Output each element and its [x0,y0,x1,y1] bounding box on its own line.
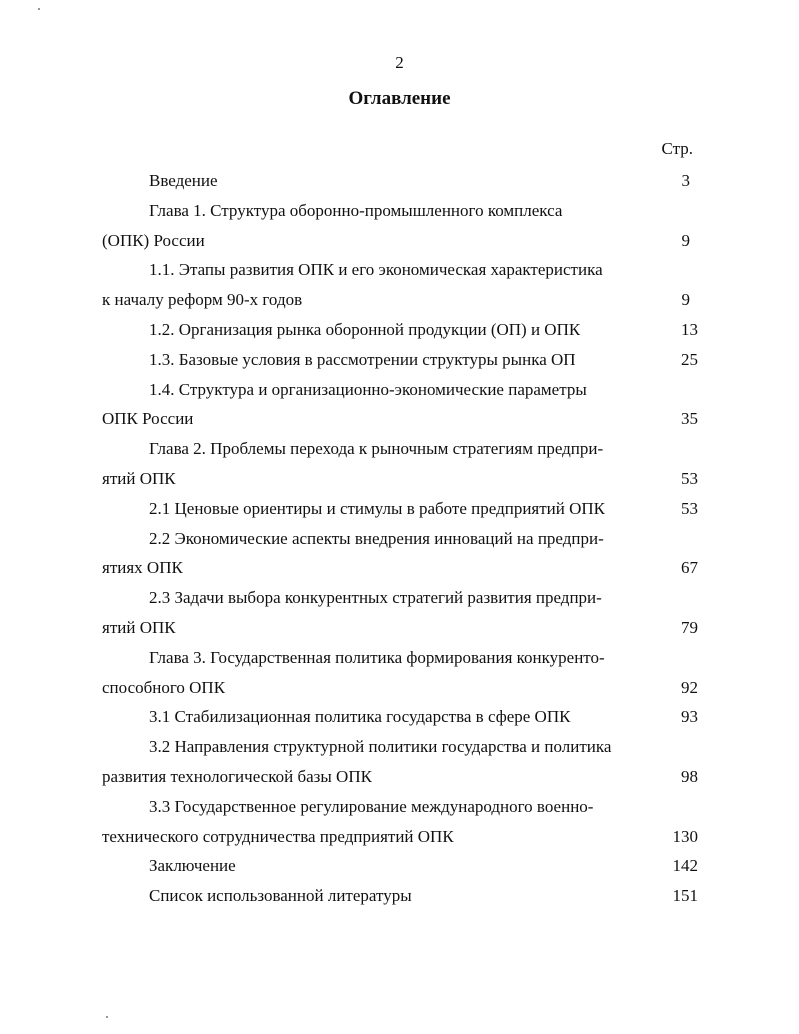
toc-entry-page: 9 [681,290,690,310]
toc-entry-page: 35 [681,409,698,429]
toc-entry-continuation [102,464,698,494]
toc-entry-page: 53 [681,498,698,518]
toc-entry-title [102,315,698,345]
toc-entry [102,524,698,584]
toc-entry-text: способного ОПК [102,677,226,697]
toc-entry-title [102,583,698,613]
toc-entry-continuation [102,404,698,434]
toc-entry [102,792,698,852]
scan-speck [38,8,40,10]
toc-entry [102,494,698,524]
toc-entry-page: 9 [681,230,690,250]
toc-entry [102,375,698,435]
toc-entry [102,434,698,494]
toc-entry-page: 93 [681,707,698,727]
toc-entry-continuation [102,762,698,792]
toc-entry-continuation [102,822,698,852]
toc-entry-title [102,494,698,524]
toc-entry-text: к началу реформ 90-х годов [102,290,303,310]
toc-entry-page: 25 [681,349,698,369]
toc-entry-title [102,851,698,881]
toc-entry-title [102,255,698,285]
toc-entry [102,315,698,345]
toc-entry-text: Список использованной литературы [149,886,412,906]
toc-entry-text: Заключение [149,856,236,876]
toc-entry-title [102,732,698,762]
toc-entry [102,643,698,703]
toc-entry-continuation [102,226,698,256]
toc-entry-text: Введение [149,171,218,190]
toc-entry-page: 92 [681,677,698,697]
toc-entry-title [102,345,698,375]
toc-entry [102,732,698,792]
toc-entry-page: 67 [681,558,698,578]
pages-column-header: Стр. [661,139,693,158]
toc-entry-continuation [102,673,698,703]
toc-entry-page: 13 [681,319,698,339]
toc-entry-title [102,881,698,911]
toc-entry-text: 2.2 Экономические аспекты внедрения инноваций на предпри- [149,528,604,548]
toc-entry-text: 3.2 Направления структурной политики государства и политика [149,737,612,757]
toc-entry-page: 151 [672,886,698,906]
toc-entry-text: технического сотрудничества предприятий ОПК [102,826,454,846]
toc-entry [102,881,698,911]
toc-entry-text: Глава 3. Государственная политика формирования конкуренто- [149,647,605,667]
toc-entry-continuation [102,613,698,643]
toc-entry [102,196,698,256]
toc-entry-title [102,166,698,196]
page-number: 2 [395,53,404,72]
toc-entry-text: 2.3 Задачи выбора конкурентных стратегий развития предпри- [149,588,602,608]
toc-entry-text: 1.4. Структура и организационно-экономические параметры [149,379,587,399]
toc-entry-page: 130 [672,826,698,846]
toc-entry [102,255,698,315]
toc-entry-text: ятий ОПК [102,617,176,637]
toc-entry-title [102,434,698,464]
toc-entry [102,345,698,375]
toc-entry-text: Глава 1. Структура оборонно-промышленного комплекса [149,200,563,220]
toc-entry [102,583,698,643]
toc-entry-title [102,375,698,405]
toc-entry-text: 1.1. Этапы развития ОПК и его экономическая характеристика [149,260,603,280]
page-title: Оглавление [348,88,451,109]
toc-entry-title [102,196,698,226]
toc-entry-text: 3.1 Стабилизационная политика государства в сфере ОПК [149,707,571,727]
toc-entry-text: 1.2. Организация рынка оборонной продукции (ОП) и ОПК [149,319,581,339]
toc-entry [102,851,698,881]
toc-entry-text: (ОПК) России [102,230,205,250]
toc-entry [102,166,698,196]
toc-entry-text: ятиях ОПК [102,558,183,578]
toc-entry-text: 3.3 Государственное регулирование международного военно- [149,796,594,816]
toc-entry-page: 142 [672,856,698,876]
toc-entry-text: 2.1 Ценовые ориентиры и стимулы в работе предприятий ОПК [149,498,606,518]
toc-entry-title [102,643,698,673]
toc-entry-text: ятий ОПК [102,468,176,488]
toc-entry-text: ОПК России [102,409,194,429]
toc-entry-continuation [102,553,698,583]
toc-entry-page: 79 [681,617,698,637]
toc-entry-title [102,524,698,554]
toc-entry-continuation [102,285,698,315]
table-of-contents [102,166,698,911]
toc-entry-page: 3 [681,171,690,190]
toc-entry-title [102,792,698,822]
toc-entry-text: развития технологической базы ОПК [102,766,372,786]
toc-entry-title [102,702,698,732]
toc-entry [102,702,698,732]
toc-entry-page: 98 [681,766,698,786]
toc-entry-page: 53 [681,468,698,488]
scan-speck [106,1016,108,1018]
toc-entry-text: Глава 2. Проблемы перехода к рыночным стратегиям предпри- [149,439,604,459]
toc-entry-text: 1.3. Базовые условия в рассмотрении структуры рынка ОП [149,349,576,369]
